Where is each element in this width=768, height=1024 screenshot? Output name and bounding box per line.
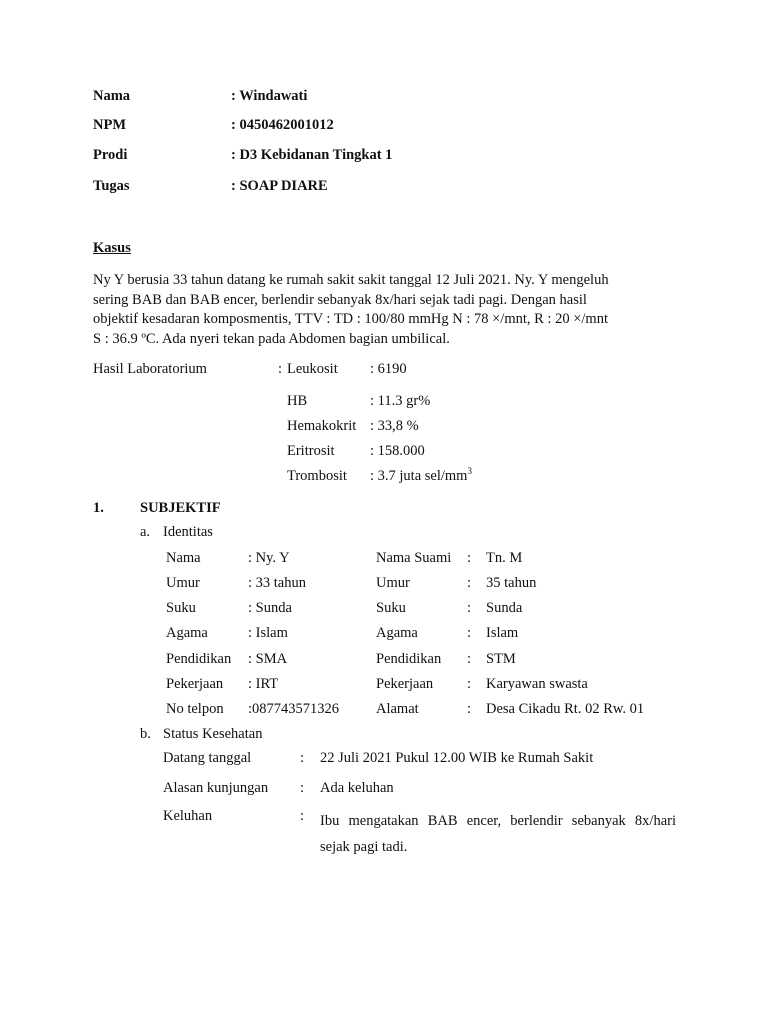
identitas-value: : SMA bbox=[248, 651, 288, 667]
identitas-value-spouse: Karyawan swasta bbox=[486, 676, 588, 692]
identitas-colon-spouse: : bbox=[467, 575, 472, 591]
subsection-title-identitas: Identitas bbox=[163, 524, 213, 540]
lab-item-value: : 158.000 bbox=[370, 443, 425, 459]
status-value: Ada keluhan bbox=[320, 780, 394, 796]
kasus-heading: Kasus bbox=[93, 240, 131, 256]
identitas-colon-spouse: : bbox=[467, 550, 472, 566]
subsection-title-status: Status Kesehatan bbox=[163, 726, 263, 742]
subsection-marker-a: a. bbox=[140, 524, 151, 540]
status-label: Datang tanggal bbox=[163, 750, 252, 766]
lab-label: Hasil Laboratorium bbox=[93, 361, 207, 377]
identitas-label: Nama bbox=[166, 550, 201, 566]
identitas-value-spouse: Desa Cikadu Rt. 02 Rw. 01 bbox=[486, 701, 645, 717]
header-value-prodi: : D3 Kebidanan Tingkat 1 bbox=[231, 147, 393, 163]
identitas-value: : 33 tahun bbox=[248, 575, 306, 591]
identitas-label: Umur bbox=[166, 575, 200, 591]
header-value-nama: : Windawati bbox=[231, 88, 308, 104]
section-title: SUBJEKTIF bbox=[140, 500, 221, 516]
status-colon: : bbox=[300, 780, 305, 796]
identitas-value-spouse: Tn. M bbox=[486, 550, 523, 566]
identitas-label: Pendidikan bbox=[166, 651, 232, 667]
status-value-keluhan: Ibu mengatakan BAB encer, berlendir sebanyak 8x/hari sejak pagi tadi. bbox=[320, 813, 676, 855]
header-value-npm: : 0450462001012 bbox=[231, 117, 334, 133]
identitas-label: Agama bbox=[166, 625, 208, 641]
lab-item-name: Hemakokrit bbox=[287, 418, 357, 434]
identitas-colon-spouse: : bbox=[467, 701, 472, 717]
identitas-value: : Islam bbox=[248, 625, 288, 641]
header-label-nama: Nama bbox=[93, 88, 131, 104]
identitas-label-spouse: Pendidikan bbox=[376, 651, 442, 667]
lab-item-name: Eritrosit bbox=[287, 443, 335, 459]
identitas-colon-spouse: : bbox=[467, 676, 472, 692]
status-label: Alasan kunjungan bbox=[163, 780, 269, 796]
identitas-label-spouse: Nama Suami bbox=[376, 550, 452, 566]
identitas-label: No telpon bbox=[166, 701, 224, 717]
header-label-prodi: Prodi bbox=[93, 147, 128, 163]
subsection-marker-b: b. bbox=[140, 726, 151, 742]
identitas-value-spouse: Islam bbox=[486, 625, 519, 641]
lab-item-value: : 33,8 % bbox=[370, 418, 419, 434]
lab-item-value-trombosit bbox=[370, 468, 472, 485]
identitas-label-spouse: Agama bbox=[376, 625, 418, 641]
header-label-tugas: Tugas bbox=[93, 178, 130, 194]
lab-item-value: : 6190 bbox=[370, 361, 407, 377]
header-value-tugas: : SOAP DIARE bbox=[231, 178, 328, 194]
identitas-colon-spouse: : bbox=[467, 600, 472, 616]
lab-item-value: : 3.7 juta sel/mm bbox=[370, 468, 468, 484]
kasus-line: objektif kesadaran komposmentis, TTV : TD : 100/80 mmHg N : 78 ×/mnt, R : 20 ×/mnt bbox=[93, 311, 608, 327]
identitas-value-spouse: Sunda bbox=[486, 600, 523, 616]
superscript-three: 3 bbox=[467, 466, 472, 476]
lab-item-name: HB bbox=[287, 393, 308, 409]
identitas-value-spouse: STM bbox=[486, 651, 516, 667]
identitas-label: Suku bbox=[166, 600, 196, 616]
status-label: Keluhan bbox=[163, 808, 213, 824]
identitas-label-spouse: Suku bbox=[376, 600, 406, 616]
identitas-value: :087743571326 bbox=[248, 701, 340, 717]
status-value: 22 Juli 2021 Pukul 12.00 WIB ke Rumah Sakit bbox=[320, 750, 594, 766]
lab-item-name: Trombosit bbox=[287, 468, 347, 484]
identitas-label-spouse: Pekerjaan bbox=[376, 676, 434, 692]
identitas-colon-spouse: : bbox=[467, 625, 472, 641]
lab-colon: : bbox=[278, 361, 283, 377]
identitas-label: Pekerjaan bbox=[166, 676, 224, 692]
lab-item-name: Leukosit bbox=[287, 361, 338, 377]
kasus-line: S : 36.9 ºC. Ada nyeri tekan pada Abdomen bagian umbilical. bbox=[93, 330, 450, 347]
header-label-npm: NPM bbox=[93, 117, 127, 133]
identitas-value: : IRT bbox=[248, 676, 279, 692]
identitas-value-spouse: 35 tahun bbox=[486, 575, 537, 591]
identitas-value: : Ny. Y bbox=[248, 550, 290, 566]
status-colon: : bbox=[300, 750, 305, 766]
status-colon: : bbox=[300, 808, 305, 824]
lab-item-value: : 11.3 gr% bbox=[370, 393, 431, 409]
identitas-label-spouse: Alamat bbox=[376, 701, 419, 717]
identitas-colon-spouse: : bbox=[467, 651, 472, 667]
section-number: 1. bbox=[93, 500, 104, 516]
identitas-value: : Sunda bbox=[248, 600, 292, 616]
kasus-line: sering BAB dan BAB encer, berlendir sebanyak 8x/hari sejak tadi pagi. Dengan hasil bbox=[93, 291, 587, 308]
kasus-paragraph bbox=[93, 271, 683, 349]
identitas-label-spouse: Umur bbox=[376, 575, 410, 591]
kasus-line: Ny Y berusia 33 tahun datang ke rumah sakit sakit tanggal 12 Juli 2021. Ny. Y mengeluh bbox=[93, 272, 609, 288]
